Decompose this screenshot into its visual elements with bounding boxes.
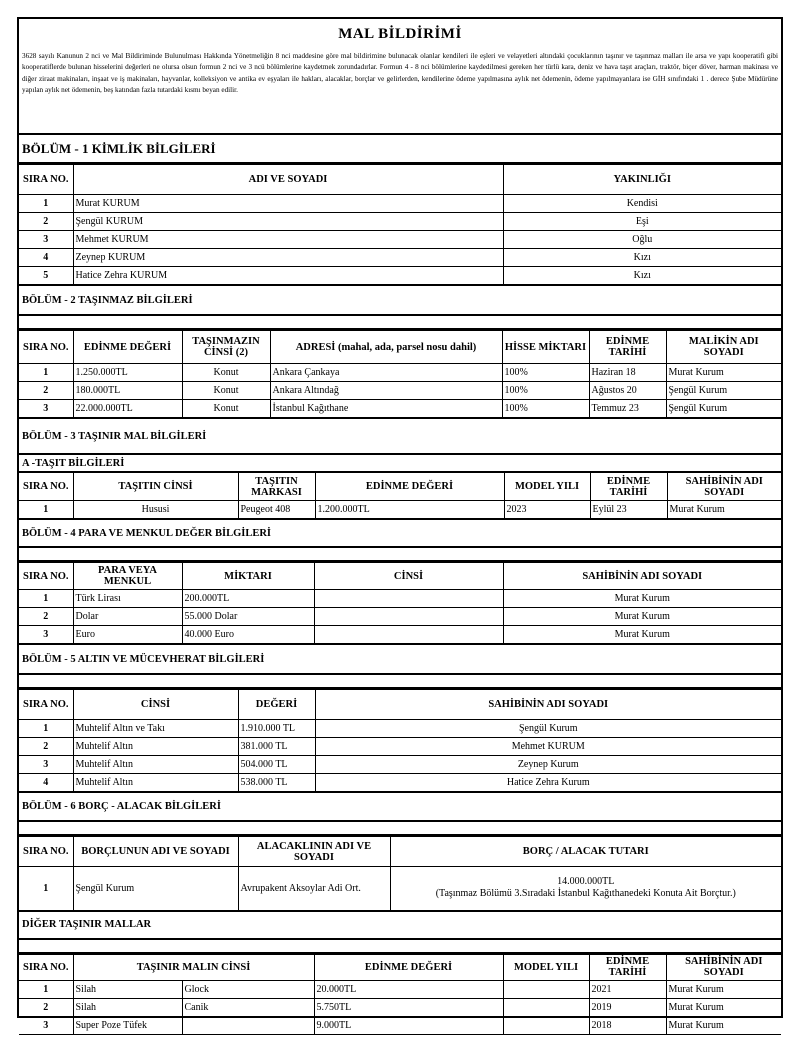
row-no: 1 [19,720,73,738]
declaration-form [17,17,783,1031]
intro-paragraph: 3628 sayılı Kanunun 2 nci ve Mal Bildiriminde Bulunulması Hakkında Yönetmeliğin 8 nci maddesine göre mal bildirimine bulunacak olanlar kendileri ile eşleri ve velayetleri altındaki çocuklarının taşınır ve taşınmaz malları ile arsa ve yapı kooperatifi gibi kooperatiflerde bulunan hisselerini değerleri ne olursa olsun formun 2 nci ve 3 ncü bölümlerine kaydetmek zorundadırlar. Formun 4 - 8 nci bölümlerine kaydedilmesi gereken her türlü kara, deniz ve hava taşıt araçları, traktör, biçer döver, harman makinası ve diğer ziraat makinaları, inşaat ve iş makinaları, hayvanlar, kolleksiyon ve antika ev eşyaları ile hakları, alacaklar, borçlar ve gelirlerden, kendilerine ödeme yapılmasına aylık net ödemenin, ödeme yapılmayanlara ise GİH sınıfındaki 1 . derece Şube Müdürüne yapılan aylık net ödemenin, beş katından fazla tutardaki kısmı beyan edilir. [19,49,781,135]
person-name: Hatice Zehra KURUM [73,267,503,286]
owner: Murat Kurum [666,1016,781,1034]
model-year: 2023 [504,501,590,520]
col-header: EDİNME DEĞERİ [315,473,504,501]
table-row [19,626,781,645]
row-no: 3 [19,400,73,419]
row-no: 4 [19,249,73,267]
spacer [19,822,781,836]
person-name: Zeynep KURUM [73,249,503,267]
col-header: BORÇLUNUN ADI VE SOYADI [73,837,238,867]
owner: Zeynep Kurum [315,756,781,774]
row-no: 3 [19,1016,73,1034]
owner: Murat Kurum [503,608,781,626]
debt-amount-value: 14.000.000TL [557,876,615,888]
item-type: Muhtelif Altın [73,756,238,774]
address: Ankara Çankaya [270,364,502,382]
section-1-title: BÖLÜM - 1 KİMLİK BİLGİLERİ [19,135,781,164]
table-row [19,720,781,738]
col-header: EDİNME DEĞERİ [73,331,182,364]
acquisition-value: 5.750TL [314,998,503,1016]
table-row [19,382,781,400]
table-row [19,267,781,286]
acquisition-value: 1.200.000TL [315,501,504,520]
debt-amount [390,867,781,911]
table-row [19,774,781,793]
acquisition-date: Eylül 23 [590,501,667,520]
table-row [19,400,781,419]
row-no: 3 [19,231,73,249]
address: İstanbul Kağıthane [270,400,502,419]
item-value: 1.910.000 TL [238,720,315,738]
col-header: SIRA NO. [19,563,73,590]
owner: Murat Kurum [666,364,781,382]
row-no: 1 [19,867,73,911]
col-header: CİNSİ [73,690,238,720]
model-year [503,980,589,998]
col-header: SIRA NO. [19,165,73,195]
relationship: Kızı [503,267,781,286]
relationship: Kızı [503,249,781,267]
row-no: 1 [19,980,73,998]
gold-table [19,689,781,793]
acquisition-value: 20.000TL [314,980,503,998]
col-header: TAŞINIR MALIN CİNSİ [73,954,314,980]
item-type: Silah [73,998,182,1016]
col-header: EDİNME TARİHİ [590,473,667,501]
person-name: Murat KURUM [73,195,503,213]
amount: 40.000 Euro [182,626,314,645]
table-row [19,1016,781,1034]
item-type: Super Poze Tüfek [73,1016,182,1034]
table-row [19,998,781,1016]
item-type: Muhtelif Altın [73,738,238,756]
col-header: ADRESİ (mahal, ada, parsel nosu dahil) [270,331,502,364]
debt-amount-note: (Taşınmaz Bölümü 3.Sıradaki İstanbul Kağıthanedeki Konuta Ait Borçtur.) [435,888,736,900]
col-header: MODEL YILI [503,954,589,980]
row-no: 2 [19,213,73,231]
model-year [503,1016,589,1034]
item-brand: Glock [182,980,314,998]
owner: Murat Kurum [667,501,781,520]
col-header: SAHİBİNİN ADI SOYADI [666,954,781,980]
col-header: ADI VE SOYADI [73,165,503,195]
acquisition-date: Haziran 18 [589,364,666,382]
owner: Hatice Zehra Kurum [315,774,781,793]
acquisition-date: 2019 [589,998,666,1016]
vehicle-subtitle: A -TAŞIT BİLGİLERİ [19,455,781,472]
amount: 200.000TL [182,590,314,608]
col-header: SIRA NO. [19,331,73,364]
creditor: Avrupakent Aksoylar Adi Ort. [238,867,390,911]
acquisition-date: Temmuz 23 [589,400,666,419]
item-brand [182,1016,314,1034]
person-name: Mehmet KURUM [73,231,503,249]
owner: Şengül Kurum [315,720,781,738]
row-no: 2 [19,608,73,626]
property-type: Konut [182,382,270,400]
property-type: Konut [182,400,270,419]
debt-table [19,836,781,912]
table-row [19,608,781,626]
acquisition-value: 1.250.000TL [73,364,182,382]
section-5-title: BÖLÜM - 5 ALTIN VE MÜCEVHERAT BİLGİLERİ [19,645,781,675]
col-header: TAŞITIN CİNSİ [73,473,238,501]
col-header: MALİKİN ADI SOYADI [666,331,781,364]
item-value: 538.000 TL [238,774,315,793]
owner: Murat Kurum [666,998,781,1016]
row-no: 3 [19,756,73,774]
row-no: 5 [19,267,73,286]
spacer [19,548,781,562]
item-value: 504.000 TL [238,756,315,774]
kind [314,590,503,608]
acquisition-value: 180.000TL [73,382,182,400]
currency: Türk Lirası [73,590,182,608]
col-header: SAHİBİNİN ADI SOYADI [503,563,781,590]
table-row [19,867,781,911]
col-header: SIRA NO. [19,473,73,501]
section-4-title: BÖLÜM - 4 PARA VE MENKUL DEĞER BİLGİLERİ [19,520,781,548]
owner: Mehmet KURUM [315,738,781,756]
owner: Murat Kurum [503,626,781,645]
row-no: 1 [19,501,73,520]
col-header: EDİNME TARİHİ [589,954,666,980]
kind [314,626,503,645]
col-header: SAHİBİNİN ADI SOYADI [667,473,781,501]
property-type: Konut [182,364,270,382]
table-row [19,980,781,998]
model-year [503,998,589,1016]
row-no: 1 [19,364,73,382]
debtor: Şengül Kurum [73,867,238,911]
spacer [19,675,781,689]
item-type: Muhtelif Altın ve Takı [73,720,238,738]
section-3-title: BÖLÜM - 3 TAŞINIR MAL BİLGİLERİ [19,419,781,455]
col-header: BORÇ / ALACAK TUTARI [390,837,781,867]
row-no: 1 [19,590,73,608]
owner: Murat Kurum [503,590,781,608]
relationship: Kendisi [503,195,781,213]
acquisition-date: 2018 [589,1016,666,1034]
col-header: EDİNME TARİHİ [589,331,666,364]
relationship: Eşi [503,213,781,231]
form-title: MAL BİLDİRİMİ [338,25,462,42]
row-no: 2 [19,382,73,400]
acquisition-date: Ağustos 20 [589,382,666,400]
item-type: Silah [73,980,182,998]
col-header: CİNSİ [314,563,503,590]
col-header: TAŞITIN MARKASI [238,473,315,501]
col-header: SIRA NO. [19,837,73,867]
col-header: MİKTARI [182,563,314,590]
address: Ankara Altındağ [270,382,502,400]
item-brand: Canik [182,998,314,1016]
col-header: ALACAKLININ ADI VE SOYADI [238,837,390,867]
col-header: EDİNME DEĞERİ [314,954,503,980]
col-header: MODEL YILI [504,473,590,501]
table-row [19,364,781,382]
other-movables-table [19,954,781,1035]
currency: Dolar [73,608,182,626]
share: 100% [502,400,589,419]
row-no: 3 [19,626,73,645]
vehicle-table [19,472,781,520]
table-row [19,756,781,774]
owner: Murat Kurum [666,980,781,998]
table-row [19,231,781,249]
section-7-title: DİĞER TAŞINIR MALLAR [19,912,781,940]
relationship: Oğlu [503,231,781,249]
item-value: 381.000 TL [238,738,315,756]
kind [314,608,503,626]
money-table [19,562,781,645]
table-row [19,590,781,608]
row-no: 1 [19,195,73,213]
vehicle-brand: Peugeot 408 [238,501,315,520]
col-header: SIRA NO. [19,690,73,720]
section-2-title: BÖLÜM - 2 TAŞINMAZ BİLGİLERİ [19,286,781,316]
section-6-title: BÖLÜM - 6 BORÇ - ALACAK BİLGİLERİ [19,793,781,822]
table-row [19,501,781,520]
share: 100% [502,364,589,382]
owner: Şengül Kurum [666,400,781,419]
vehicle-type: Hususi [73,501,238,520]
acquisition-value: 22.000.000TL [73,400,182,419]
table-row [19,249,781,267]
item-type: Muhtelif Altın [73,774,238,793]
col-header: DEĞERİ [238,690,315,720]
col-header: TAŞINMAZIN CİNSİ (2) [182,331,270,364]
real-estate-table [19,330,781,419]
table-row [19,213,781,231]
table-row [19,738,781,756]
spacer [19,940,781,954]
share: 100% [502,382,589,400]
col-header: PARA VEYA MENKUL [73,563,182,590]
identity-table [19,164,781,286]
person-name: Şengül KURUM [73,213,503,231]
col-header: HİSSE MİKTARI [502,331,589,364]
currency: Euro [73,626,182,645]
row-no: 2 [19,998,73,1016]
col-header: YAKINLIĞI [503,165,781,195]
row-no: 4 [19,774,73,793]
spacer [19,316,781,330]
col-header: SIRA NO. [19,954,73,980]
acquisition-value: 9.000TL [314,1016,503,1034]
acquisition-date: 2021 [589,980,666,998]
row-no: 2 [19,738,73,756]
amount: 55.000 Dolar [182,608,314,626]
owner: Şengül Kurum [666,382,781,400]
col-header: SAHİBİNİN ADI SOYADI [315,690,781,720]
table-row [19,195,781,213]
